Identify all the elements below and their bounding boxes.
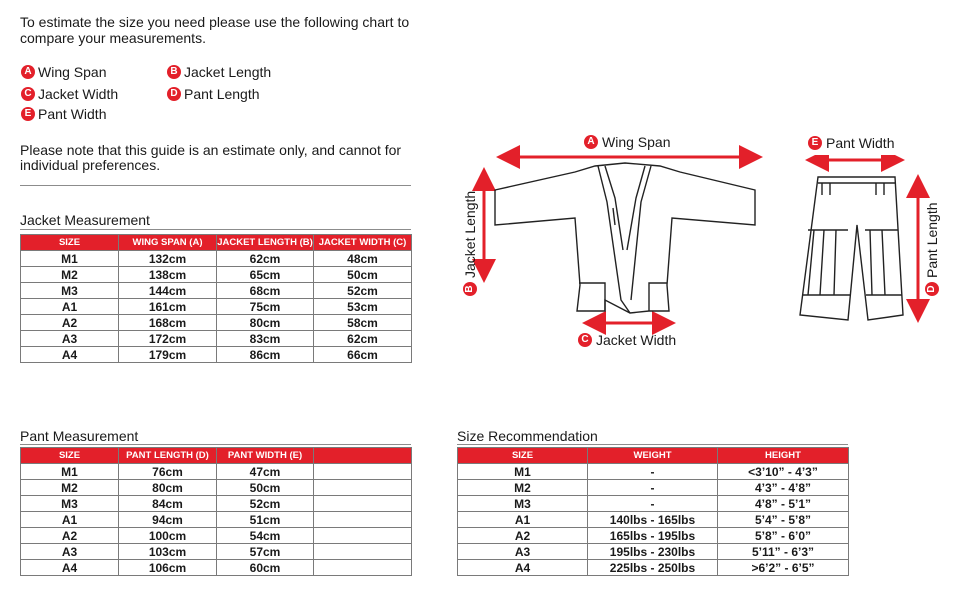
table-cell: 94cm [119, 512, 217, 528]
table-cell: 103cm [119, 544, 217, 560]
table-row [21, 560, 412, 576]
badge-d-icon: D [167, 87, 181, 101]
table-row [458, 544, 849, 560]
table-row [458, 480, 849, 496]
table-header-row [21, 235, 412, 251]
table-cell: 62cm [217, 251, 314, 267]
legend-item-d [167, 86, 260, 102]
table-cell: 68cm [217, 283, 314, 299]
pant-title-underline [20, 444, 411, 445]
table-cell: - [588, 480, 718, 496]
table-cell: M2 [21, 480, 119, 496]
table-cell: 58cm [314, 315, 412, 331]
legend-item-c [21, 86, 118, 102]
diagram-label-jacket-width [578, 332, 676, 348]
table-cell [314, 480, 412, 496]
table-cell: 83cm [217, 331, 314, 347]
table-cell: A3 [21, 331, 119, 347]
table-cell: M1 [21, 464, 119, 480]
table-row [458, 512, 849, 528]
jacket-diagram [455, 130, 785, 360]
table-cell: 50cm [314, 267, 412, 283]
table-row [21, 528, 412, 544]
diagram-label-text: Jacket Width [596, 332, 677, 348]
table-row [21, 464, 412, 480]
size-rec-title-underline [457, 444, 848, 445]
legend-label: Jacket Width [38, 86, 119, 102]
size-rec-table-title: Size Recommendation [457, 428, 598, 444]
jacket-measurement-table [20, 234, 412, 363]
pant-table-title: Pant Measurement [20, 428, 139, 444]
table-row [21, 267, 412, 283]
table-row [21, 496, 412, 512]
table-cell: 168cm [119, 315, 217, 331]
column-header: JACKET WIDTH (C) [314, 235, 412, 251]
table-cell: A2 [21, 528, 119, 544]
column-header: SIZE [21, 235, 119, 251]
table-cell: 54cm [217, 528, 314, 544]
table-cell: 66cm [314, 347, 412, 363]
table-cell: M1 [21, 251, 119, 267]
table-row [21, 544, 412, 560]
diagram-label-text: Wing Span [602, 134, 671, 150]
badge-c-icon: C [578, 333, 592, 347]
table-row [21, 347, 412, 363]
table-cell: A3 [21, 544, 119, 560]
table-cell: 132cm [119, 251, 217, 267]
diagram-label-text: Pant Length [924, 202, 940, 278]
column-header: PANT LENGTH (D) [119, 448, 217, 464]
table-row [21, 331, 412, 347]
table-cell: 5’11” - 6’3” [718, 544, 849, 560]
table-cell: 100cm [119, 528, 217, 544]
table-cell: A1 [21, 512, 119, 528]
table-cell: 140lbs - 165lbs [588, 512, 718, 528]
badge-b-icon: B [463, 282, 477, 296]
table-cell: A2 [21, 315, 119, 331]
pant-measurement-table [20, 447, 412, 576]
legend-item-b [167, 64, 271, 80]
table-cell [314, 464, 412, 480]
table-cell: A3 [458, 544, 588, 560]
table-cell: A4 [458, 560, 588, 576]
table-cell [314, 512, 412, 528]
legend-item-e [21, 106, 106, 122]
table-cell: 106cm [119, 560, 217, 576]
intro-text: To estimate the size you need please use the following chart to compare your measurements. [20, 14, 410, 46]
column-header: WING SPAN (A) [119, 235, 217, 251]
table-cell: 52cm [314, 283, 412, 299]
table-cell: M2 [21, 267, 119, 283]
table-cell: - [588, 464, 718, 480]
table-cell: 57cm [217, 544, 314, 560]
legend-label: Wing Span [38, 64, 107, 80]
table-cell [314, 528, 412, 544]
legend-label: Pant Length [184, 86, 260, 102]
table-cell: 65cm [217, 267, 314, 283]
table-row [21, 283, 412, 299]
diagram-label-pant-width [808, 135, 894, 151]
table-row [21, 480, 412, 496]
column-header: JACKET LENGTH (B) [217, 235, 314, 251]
table-row [458, 528, 849, 544]
table-cell: M2 [458, 480, 588, 496]
table-cell: A2 [458, 528, 588, 544]
table-cell: 86cm [217, 347, 314, 363]
table-cell: M3 [21, 283, 119, 299]
table-cell [314, 560, 412, 576]
column-header: HEIGHT [718, 448, 849, 464]
badge-a-icon: A [21, 65, 35, 79]
table-cell: 179cm [119, 347, 217, 363]
badge-a-icon: A [584, 135, 598, 149]
table-cell: 161cm [119, 299, 217, 315]
table-cell: 50cm [217, 480, 314, 496]
legend-label: Pant Width [38, 106, 107, 122]
table-cell: 165lbs - 195lbs [588, 528, 718, 544]
diagram-label-text: Jacket Length [462, 190, 478, 278]
column-header: SIZE [458, 448, 588, 464]
table-cell [314, 544, 412, 560]
column-header: SIZE [21, 448, 119, 464]
badge-d-icon: D [925, 282, 939, 296]
table-cell: 52cm [217, 496, 314, 512]
table-row [458, 560, 849, 576]
table-cell [314, 496, 412, 512]
column-header: WEIGHT [588, 448, 718, 464]
table-cell: A1 [21, 299, 119, 315]
badge-c-icon: C [21, 87, 35, 101]
table-cell: <3’10” - 4’3” [718, 464, 849, 480]
table-row [21, 315, 412, 331]
divider [20, 185, 411, 186]
badge-e-icon: E [21, 107, 35, 121]
table-cell: 80cm [217, 315, 314, 331]
table-cell: 51cm [217, 512, 314, 528]
diagram-label-jacket-length [462, 191, 478, 296]
table-cell: 195lbs - 230lbs [588, 544, 718, 560]
table-cell: 48cm [314, 251, 412, 267]
table-cell: 5’8” - 6’0” [718, 528, 849, 544]
table-cell: 60cm [217, 560, 314, 576]
table-header-row [458, 448, 849, 464]
table-cell: M3 [21, 496, 119, 512]
table-row [21, 512, 412, 528]
jacket-title-underline [20, 229, 411, 230]
disclaimer-note: Please note that this guide is an estimate only, and cannot for individual preferences. [20, 142, 402, 173]
table-cell: 47cm [217, 464, 314, 480]
table-cell: 144cm [119, 283, 217, 299]
diagram-label-pant-length [924, 202, 940, 296]
badge-e-icon: E [808, 136, 822, 150]
table-cell: >6’2” - 6’5” [718, 560, 849, 576]
table-cell: A1 [458, 512, 588, 528]
column-header: PANT WIDTH (E) [217, 448, 314, 464]
size-recommendation-table [457, 447, 849, 576]
table-cell: 84cm [119, 496, 217, 512]
table-cell: - [588, 496, 718, 512]
table-header-row [21, 448, 412, 464]
table-cell: 4’8” - 5’1” [718, 496, 849, 512]
table-cell: 5’4” - 5’8” [718, 512, 849, 528]
table-row [458, 464, 849, 480]
column-header [314, 448, 412, 464]
table-cell: 225lbs - 250lbs [588, 560, 718, 576]
jacket-table-title: Jacket Measurement [20, 212, 150, 228]
legend-item-a [21, 64, 106, 80]
jacket-outline [495, 163, 755, 313]
table-cell: 53cm [314, 299, 412, 315]
table-cell: 62cm [314, 331, 412, 347]
table-cell: 76cm [119, 464, 217, 480]
table-cell: 172cm [119, 331, 217, 347]
diagram-label-text: Pant Width [826, 135, 895, 151]
table-cell: 138cm [119, 267, 217, 283]
pants-outline [800, 177, 903, 320]
table-cell: 75cm [217, 299, 314, 315]
badge-b-icon: B [167, 65, 181, 79]
table-row [458, 496, 849, 512]
table-cell: A4 [21, 347, 119, 363]
table-cell: 80cm [119, 480, 217, 496]
legend-label: Jacket Length [184, 64, 272, 80]
table-cell: M3 [458, 496, 588, 512]
table-row [21, 299, 412, 315]
table-cell: 4’3” - 4’8” [718, 480, 849, 496]
table-row [21, 251, 412, 267]
table-cell: M1 [458, 464, 588, 480]
table-cell: A4 [21, 560, 119, 576]
diagram-label-wing-span [584, 134, 670, 150]
